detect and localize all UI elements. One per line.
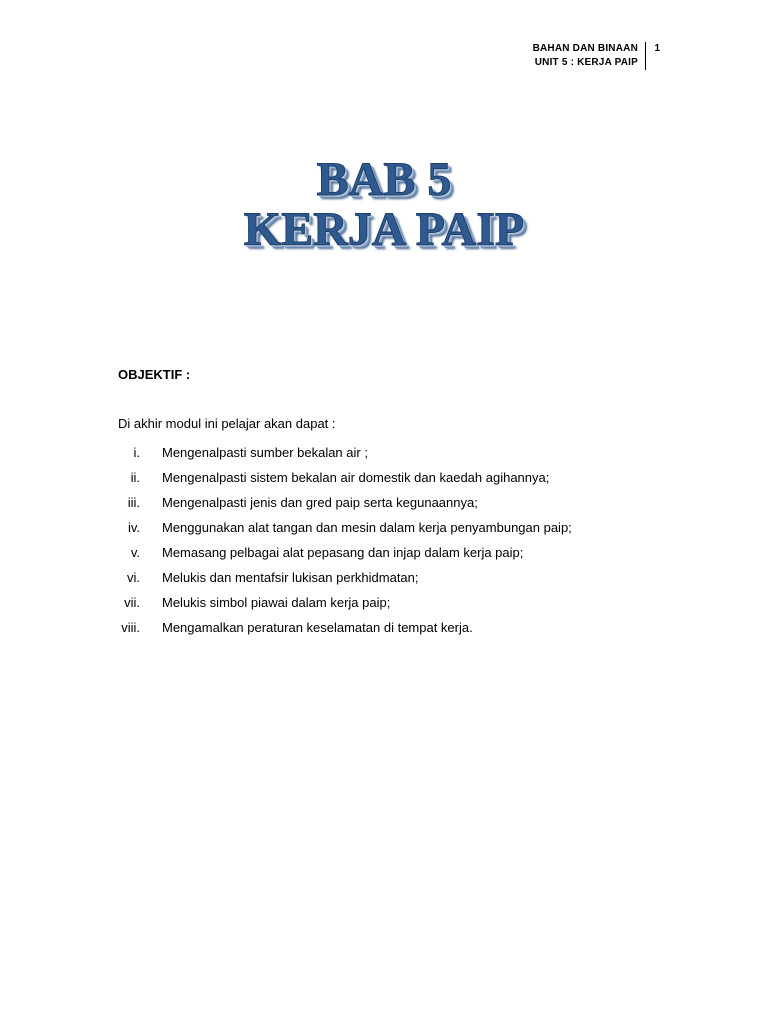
chapter-title [0,155,768,255]
chapter-number: BAB 5 [316,153,452,206]
list-item-text: Memasang pelbagai alat pepasang dan injap dalam kerja paip; [162,545,524,560]
list-item-text: Mengenalpasti sumber bekalan air ; [162,445,368,460]
objective-heading: OBJEKTIF : [118,367,191,382]
list-item [110,490,650,515]
header-unit: UNIT 5 : KERJA PAIP [534,57,638,68]
list-item [110,540,650,565]
header-text [533,42,638,70]
list-item [110,590,650,615]
chapter-name: KERJA PAIP [243,203,525,256]
page-header [460,42,660,70]
list-item-number: vi. [127,570,140,585]
objective-list [110,440,650,640]
list-item [110,615,650,640]
list-item-text: Mengenalpasti jenis dan gred paip serta kegunaannya; [162,495,478,510]
list-item-number: viii. [121,620,140,635]
list-item-number: iii. [127,495,140,510]
list-item-number: i. [133,445,140,460]
list-item [110,565,650,590]
list-item [110,515,650,540]
list-item-text: Mengenalpasti sistem bekalan air domestik dan kaedah agihannya; [162,470,550,485]
list-item [110,440,650,465]
page-number: 1 [654,43,660,54]
list-item-text: Melukis dan mentafsir lukisan perkhidmatan; [162,570,419,585]
objective-intro: Di akhir modul ini pelajar akan dapat : [118,416,336,431]
list-item [110,465,650,490]
header-divider [645,42,646,70]
list-item-number: v. [130,545,140,560]
list-item-text: Menggunakan alat tangan dan mesin dalam kerja penyambungan paip; [162,520,572,535]
list-item-number: iv. [127,520,140,535]
list-item-number: ii. [130,470,140,485]
list-item-text: Mengamalkan peraturan keselamatan di tempat kerja. [162,620,473,635]
list-item-text: Melukis simbol piawai dalam kerja paip; [162,595,391,610]
header-subject: BAHAN DAN BINAAN [532,43,638,54]
list-item-number: vii. [124,595,140,610]
